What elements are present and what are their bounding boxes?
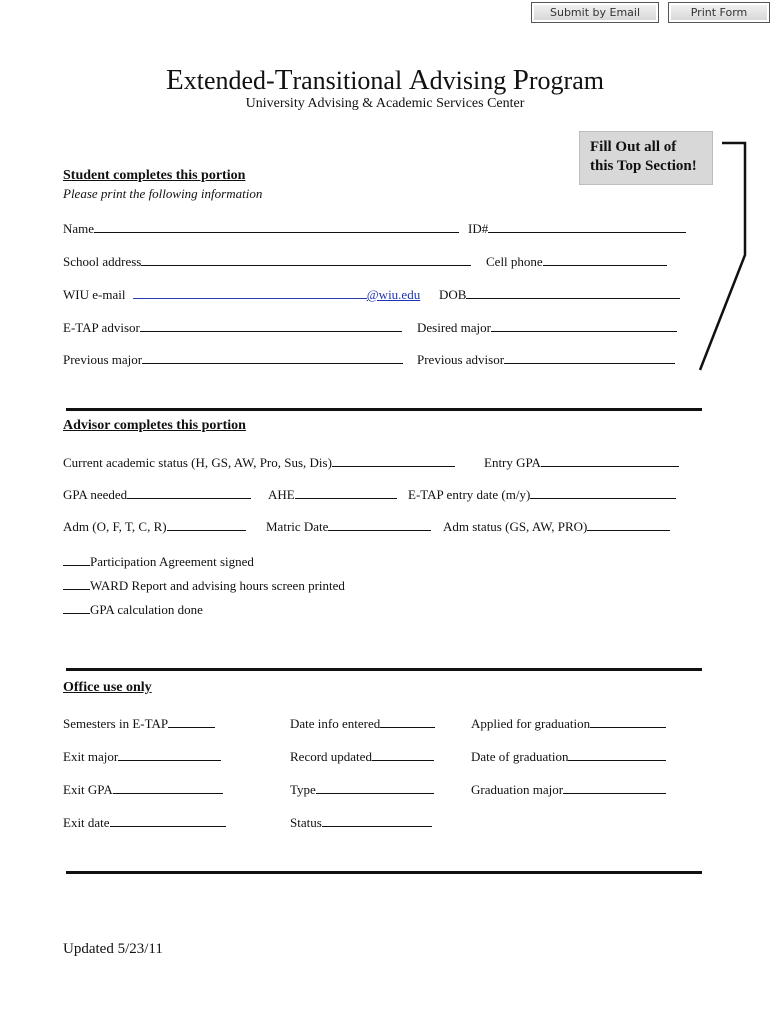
title-part-1: xtended-	[183, 66, 275, 95]
adm-field[interactable]	[63, 518, 246, 535]
checklist-participation[interactable]	[63, 553, 254, 570]
cell-phone-field[interactable]	[486, 253, 667, 270]
callout-line-1: Fill Out all of	[590, 139, 677, 155]
academic-status-label: Current academic status (H, GS, AW, Pro, Sus, Dis)	[63, 455, 332, 470]
email-domain: @wiu.edu	[366, 287, 421, 302]
checklist-participation-label: Participation Agreement signed	[90, 554, 254, 569]
status-label: Status	[290, 815, 322, 830]
id-field[interactable]	[468, 220, 686, 237]
etap-advisor-label: E-TAP advisor	[63, 320, 140, 335]
adm-status-label: Adm status (GS, AW, PRO)	[443, 519, 588, 534]
exit-gpa-field[interactable]	[63, 781, 223, 798]
previous-advisor-field[interactable]	[417, 351, 675, 368]
student-instruction: Please print the following information	[63, 186, 263, 201]
office-section-heading: Office use only	[63, 680, 152, 695]
ahe-label: AHE	[268, 487, 295, 502]
school-address-label: School address	[63, 254, 142, 269]
checklist-gpa-calculation[interactable]	[63, 601, 203, 618]
cell-phone-label: Cell phone	[486, 254, 543, 269]
advisor-section-heading: Advisor completes this portion	[63, 418, 246, 433]
entry-gpa-field[interactable]	[484, 454, 679, 471]
submit-by-email-button[interactable]: Submit by Email	[531, 2, 659, 23]
name-label: Name	[63, 221, 95, 236]
graduation-major-label: Graduation major	[471, 782, 564, 797]
dob-label: DOB	[439, 287, 467, 302]
page-title	[0, 64, 770, 97]
record-updated-field[interactable]	[290, 748, 434, 765]
page-subtitle: University Advising & Academic Services Center	[245, 96, 525, 111]
checklist-gpa-calculation-label: GPA calculation done	[90, 602, 203, 617]
ahe-field[interactable]	[268, 486, 397, 503]
academic-status-field[interactable]	[63, 454, 455, 471]
desired-major-field[interactable]	[417, 319, 677, 336]
entry-gpa-label: Entry GPA	[484, 455, 541, 470]
gpa-needed-field[interactable]	[63, 486, 251, 503]
etap-advisor-field[interactable]	[63, 319, 402, 336]
applied-graduation-field[interactable]	[471, 715, 666, 732]
bracket-arrow-icon	[690, 135, 760, 375]
matric-date-field[interactable]	[266, 518, 431, 535]
previous-major-field[interactable]	[63, 351, 403, 368]
exit-gpa-label: Exit GPA	[63, 782, 113, 797]
date-graduation-label: Date of graduation	[471, 749, 569, 764]
title-part-4: rogram	[528, 66, 604, 95]
desired-major-label: Desired major	[417, 320, 492, 335]
print-form-button[interactable]: Print Form	[668, 2, 770, 23]
exit-date-field[interactable]	[63, 814, 226, 831]
section-divider-3	[66, 871, 702, 874]
date-info-field[interactable]	[290, 715, 435, 732]
section-divider-2	[66, 668, 702, 671]
etap-entry-date-field[interactable]	[408, 486, 676, 503]
section-divider-1	[66, 408, 702, 411]
date-graduation-field[interactable]	[471, 748, 666, 765]
type-field[interactable]	[290, 781, 434, 798]
type-label: Type	[290, 782, 316, 797]
title-initial-p: P	[512, 64, 529, 96]
title-part-3: dvising	[429, 66, 513, 95]
checklist-ward-report[interactable]	[63, 577, 345, 594]
exit-date-label: Exit date	[63, 815, 110, 830]
dob-field[interactable]	[439, 286, 680, 303]
graduation-major-field[interactable]	[471, 781, 666, 798]
school-address-field[interactable]	[63, 253, 471, 270]
semesters-field[interactable]	[63, 715, 215, 732]
exit-major-label: Exit major	[63, 749, 119, 764]
date-info-label: Date info entered	[290, 716, 381, 731]
exit-major-field[interactable]	[63, 748, 221, 765]
applied-graduation-label: Applied for graduation	[471, 716, 591, 731]
id-label: ID#	[468, 221, 489, 236]
callout-line-2: this Top Section!	[590, 158, 697, 174]
previous-advisor-label: Previous advisor	[417, 352, 505, 367]
title-part-2: ransitional	[292, 66, 409, 95]
adm-status-field[interactable]	[443, 518, 670, 535]
record-updated-label: Record updated	[290, 749, 372, 764]
checklist-ward-report-label: WARD Report and advising hours screen printed	[90, 578, 345, 593]
email-field[interactable]	[63, 286, 420, 303]
title-initial-e: E	[166, 64, 184, 96]
title-initial-t: T	[274, 64, 293, 96]
student-section-heading: Student completes this portion	[63, 168, 246, 183]
email-label: WIU e-mail	[63, 287, 126, 302]
semesters-label: Semesters in E-TAP	[63, 716, 169, 731]
name-field[interactable]	[63, 220, 459, 237]
previous-major-label: Previous major	[63, 352, 143, 367]
adm-label: Adm (O, F, T, C, R)	[63, 519, 167, 534]
gpa-needed-label: GPA needed	[63, 487, 128, 502]
status-field[interactable]	[290, 814, 432, 831]
title-initial-a: A	[408, 64, 430, 96]
updated-date: Updated 5/23/11	[63, 941, 163, 957]
matric-date-label: Matric Date	[266, 519, 329, 534]
etap-entry-date-label: E-TAP entry date (m/y)	[408, 487, 531, 502]
